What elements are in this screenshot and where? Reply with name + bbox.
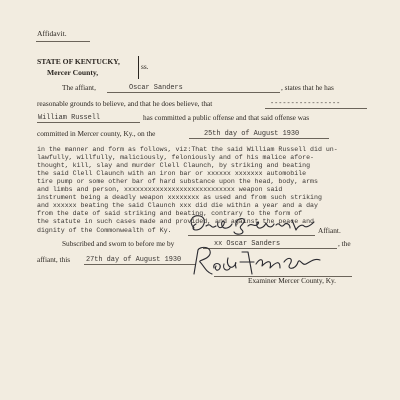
body-line: tire pump or some other bar of hard substance upon the head, body, arms: [37, 178, 318, 185]
body-line: and limbs and person, xxxxxxxxxxxxxxxxxxxxxxxxxxxx weapon said: [37, 186, 283, 193]
form-title: Affidavit.: [37, 29, 67, 38]
body-line: lawfully, willfully, maliciously, feloniously and of his malice afore-: [37, 154, 314, 161]
sworn-date: 27th day of August 1930: [86, 256, 182, 264]
body-line: instrument being a deadly weapon xxxxxxxx as used and from such striking: [37, 194, 322, 201]
accused-name: William Russell: [38, 114, 101, 122]
dated-prefix: affiant, this: [37, 255, 71, 264]
venue-bracket: [138, 56, 139, 79]
body-line: the statute in such cases made and provided, and against the peace and: [37, 218, 314, 225]
body-line: the said Clell Claunch with an iron bar or xxxxxx xxxxxxx automobile: [37, 170, 307, 177]
committed-text: committed in Mercer county, Ky., on the: [37, 129, 156, 138]
affiant-prefix: The affiant,: [62, 83, 96, 92]
body-line: and xxxxxx beating the said Claunch xxx did die within a year and a day: [37, 202, 318, 209]
body-line: from the date of said striking and beating, contrary to the form of: [37, 210, 303, 217]
offense-date: 25th day of August 1930: [204, 130, 300, 138]
body-line: thought, kill, slay and murder Clell Claunch, by striking and beating: [37, 162, 311, 169]
belief-text: reasonable grounds to believe, and that he does believe, that: [37, 99, 213, 108]
subscribed-prefix: Subscribed and sworn to before me by: [62, 239, 175, 248]
venue-state: STATE OF KENTUCKY,: [37, 57, 120, 66]
subscribed-suffix: , the: [338, 239, 351, 248]
affiant-label: Affiant.: [318, 226, 341, 235]
body-line: in the manner and form as follows, viz:That the said William Russell did un-: [37, 146, 338, 153]
subscriber-name: xx Oscar Sanders: [214, 240, 281, 248]
affiant-signature: [186, 212, 318, 238]
venue-ss: ss.: [141, 62, 149, 71]
affiant-suffix: , states that he has: [281, 83, 334, 92]
venue-county: Mercer County,: [47, 68, 99, 77]
offense-text: has committed a public offense and that said offense was: [143, 113, 310, 122]
body-last-line: dignity of the Commonwealth of Ky.: [37, 227, 172, 234]
title-rule: [36, 41, 90, 42]
examiner-label: Examiner Mercer County, Ky.: [248, 276, 337, 285]
affiant-name: Oscar Sanders: [129, 84, 183, 92]
belief-struck: -----------------: [270, 100, 341, 108]
